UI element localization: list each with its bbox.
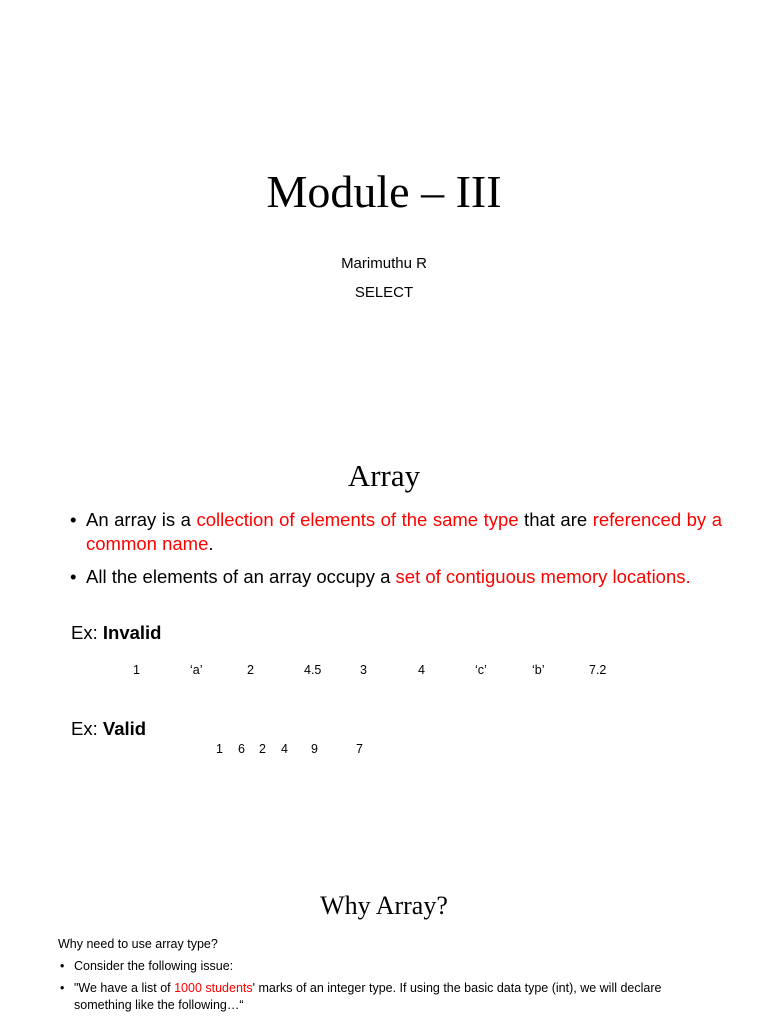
array-value: 4.5 — [304, 663, 322, 677]
slide-title: Array — [347, 458, 421, 493]
department-name: SELECT — [354, 284, 414, 301]
title-slide — [0, 0, 768, 420]
invalid-values-row — [0, 660, 768, 680]
highlight-text: set of contiguous memory locations. — [395, 566, 691, 587]
array-value: 3 — [360, 663, 367, 677]
text-segment: An array is a — [86, 509, 197, 530]
slide-title: Module – III — [266, 166, 502, 217]
bullet-list — [58, 958, 718, 1019]
text-segment: "We have a list of — [74, 981, 175, 995]
bullet-item-issue — [58, 958, 718, 975]
array-value: 9 — [311, 742, 318, 756]
array-value: 2 — [247, 663, 254, 677]
example-label: Valid — [102, 718, 147, 739]
array-value: ‘c’ — [475, 663, 487, 677]
bullet-icon: • — [60, 981, 65, 995]
text-segment: All the elements of an array occupy a — [86, 566, 396, 587]
array-value: 7 — [356, 742, 363, 756]
why-array-slide — [0, 860, 768, 1024]
example-invalid-heading — [71, 621, 161, 645]
array-value: 7.2 — [589, 663, 607, 677]
bullet-icon: • — [70, 566, 77, 587]
array-value: 1 — [133, 663, 140, 677]
author-name: Marimuthu R — [341, 255, 427, 272]
text-segment: ' marks of an integer type. If using the basic data type (int), we will declare something like the following…“ — [74, 981, 662, 1012]
example-prefix: Ex: — [71, 622, 103, 643]
bullet-item-definition — [70, 508, 722, 556]
array-value: 6 — [238, 742, 245, 756]
bullet-list — [70, 508, 722, 598]
example-valid-heading — [71, 717, 146, 741]
array-value: 2 — [259, 742, 266, 756]
array-value: 4 — [418, 663, 425, 677]
array-value: ‘a’ — [190, 663, 203, 677]
bullet-item-example — [58, 980, 718, 1014]
example-label: Invalid — [102, 622, 162, 643]
array-value: 4 — [281, 742, 288, 756]
valid-values-row — [0, 739, 768, 759]
highlight-text: 1000 students — [174, 981, 253, 995]
bullet-item-memory — [70, 565, 722, 589]
array-value: 1 — [216, 742, 223, 756]
text-segment: that are — [518, 509, 593, 530]
question-text: Why need to use array type? — [58, 937, 218, 951]
array-slide — [0, 440, 768, 840]
bullet-icon: • — [70, 509, 77, 530]
text-segment: . — [208, 533, 214, 554]
highlight-text: referenced by a common name — [86, 509, 722, 554]
slide-title: Why Array? — [320, 891, 448, 920]
array-value: ‘b’ — [532, 663, 545, 677]
highlight-text: collection of elements of the same type — [196, 509, 519, 530]
text-segment: Consider the following issue: — [74, 959, 234, 973]
example-prefix: Ex: — [71, 718, 103, 739]
bullet-icon: • — [60, 959, 65, 973]
